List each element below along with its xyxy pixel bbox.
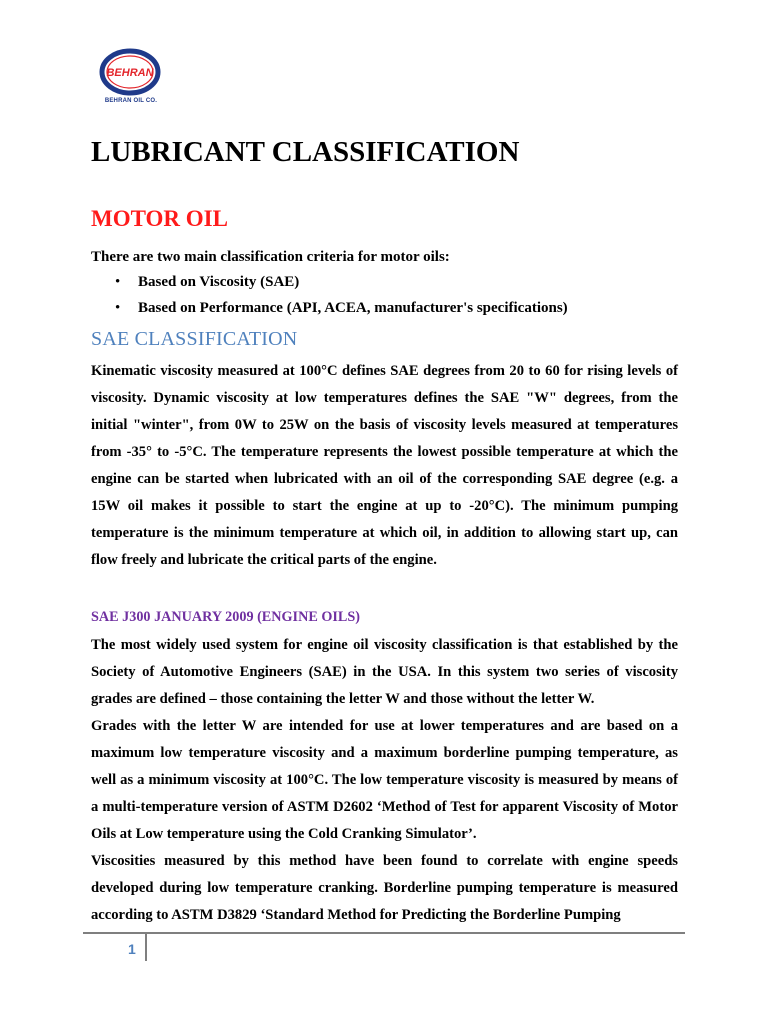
- bullet-icon: •: [115, 274, 121, 290]
- logo-caption: BEHRAN OIL CO.: [104, 98, 158, 104]
- page-number: 1: [128, 941, 136, 957]
- list-item-text: Based on Performance (API, ACEA, manufacturer's specifications): [138, 300, 568, 316]
- body-paragraph-2: The most widely used system for engine oil viscosity classification is that established by the Society of Automotive Engineers (SAE) in the USA. In this system two series of viscosity grades are defined – those containing the letter W and those without the letter W.: [91, 637, 678, 707]
- document-title: LUBRICANT CLASSIFICATION: [91, 136, 520, 168]
- list-item: [91, 298, 568, 324]
- sae-paragraph: Kinematic viscosity measured at 100°C defines SAE degrees from 20 to 60 for rising levels of viscosity. Dynamic viscosity at low temperatures defines the SAE "W" degrees, from the initial "winter", from 0W to 25W on the basis of viscosity levels measured at temperatures from -35° to -5°C. The temperature represents the lowest possible temperature at which the engine can be started when lubricated with an oil of the corresponding SAE degree (e.g. a 15W oil makes it possible to start the engine at up to -20°C). The minimum pumping temperature is the minimum temperature at which oil, in addition to allowing start up, can flow freely and lubricate the critical parts of the engine.: [91, 363, 678, 568]
- sae-classification-heading: SAE CLASSIFICATION: [91, 328, 298, 350]
- motor-oil-heading: MOTOR OIL: [91, 206, 228, 231]
- sae-j300-heading: SAE J300 JANUARY 2009 (ENGINE OILS): [91, 609, 360, 625]
- body-paragraph-4: Viscosities measured by this method have been found to correlate with engine speeds developed during low temperature cranking. Borderline pumping temperature is measured according to ASTM D3829 ‘Standard Method for Predicting the Borderline Pumping: [91, 853, 678, 923]
- list-item: [91, 272, 568, 298]
- footer-vertical-divider: [145, 933, 147, 961]
- intro-paragraph: There are two main classification criteria for motor oils:: [91, 249, 450, 265]
- criteria-list: [91, 272, 568, 324]
- list-item-text: Based on Viscosity (SAE): [138, 274, 300, 290]
- behran-logo-emblem: [98, 48, 162, 98]
- bullet-icon: •: [115, 300, 121, 316]
- logo-brand-text: BEHRAN: [106, 67, 154, 79]
- body-paragraph-3: Grades with the letter W are intended for use at lower temperatures and are based on a maximum low temperature viscosity and a maximum borderline pumping temperature, as well as a minimum viscosity at 100°C. The low temperature viscosity is measured by means of a multi-temperature version of ASTM D2602 ‘Method of Test for apparent Viscosity of Motor Oils at Low temperature using the Cold Cranking Simulator’.: [91, 718, 678, 842]
- footer-divider: [83, 932, 685, 934]
